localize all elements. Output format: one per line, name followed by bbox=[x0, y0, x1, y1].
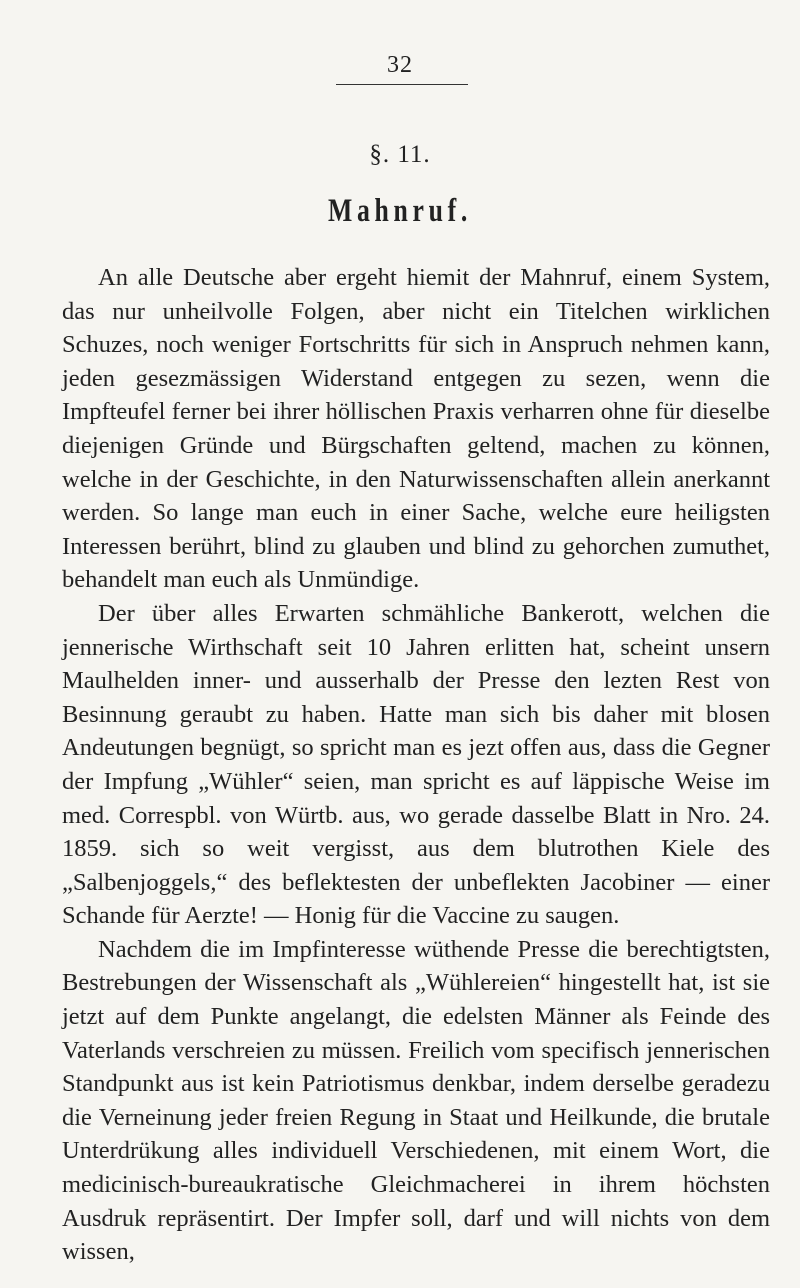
body-text bbox=[62, 261, 770, 1269]
paragraph-2: Der über alles Erwarten schmähliche Bankerott, welchen die jennerische Wirthschaft seit 10 Jahren erlitten hat, scheint unsern Maulhelden inner- und ausserhalb der Presse den lezten Rest von Besinnung geraubt zu haben. Hatte man sich bis daher mit blosen Andeutungen begnügt, so spricht man es jezt offen aus, dass die Gegner der Impfung „Wühler“ seien, man spricht es auf läppische Weise im med. Correspbl. von Würtb. aus, wo gerade dasselbe Blatt in Nro. 24. 1859. sich so weit vergisst, aus dem blutrothen Kiele des „Salbenjoggels,“ des beflektesten der unbeflekten Jacobiner — einer Schande für Aerzte! — Honig für die Vaccine zu saugen. bbox=[62, 599, 770, 930]
paragraph-3: Nachdem die im Impfinteresse wüthende Presse die berechtigtsten, Bestrebungen der Wissenschaft als „Wühlereien“ hingestellt hat, ist sie jetzt auf dem Punkte angelangt, die edelsten Männer als Feinde des Vaterlands verschreien zu müssen. Freilich vom specifisch jennerischen Standpunkt aus ist kein Patriotismus denkbar, indem derselbe geradezu die Verneinung jeder freien Regung in Staat und Heilkunde, die brutale Unterdrükung alles individuell Verschiedenen, mit einem Wort, die medicinisch-bureaukratische Gleichmacherei in ihrem höchsten Ausdruk repräsentirt. Der Impfer soll, darf und will nichts von dem wissen, bbox=[62, 935, 770, 1266]
paragraph-1: An alle Deutsche aber ergeht hiemit der Mahnruf, einem System, das nur unheilvolle Folgen, aber nicht ein Titelchen wirklichen Schuzes, noch weniger Fortschritts für sich in Anspruch nehmen kann, jeden gesezmässigen Widerstand entgegen zu sezen, wenn die Impfteufel ferner bei ihrer höllischen Praxis verharren ohne für dieselbe diejenigen Gründe und Bürgschaften geltend, machen zu können, welche in der Geschichte, in den Naturwissenschaften allein anerkannt werden. So lange man euch in einer Sache, welche eure heiligsten Interessen berührt, blind zu glauben und blind zu gehorchen zumuthet, behandelt man euch als Unmündige. bbox=[62, 264, 770, 594]
page-number: 32 bbox=[387, 52, 413, 78]
header-rule bbox=[336, 84, 468, 85]
section-title: Mahnruf. bbox=[328, 193, 472, 229]
section-number: §. 11. bbox=[369, 141, 431, 168]
